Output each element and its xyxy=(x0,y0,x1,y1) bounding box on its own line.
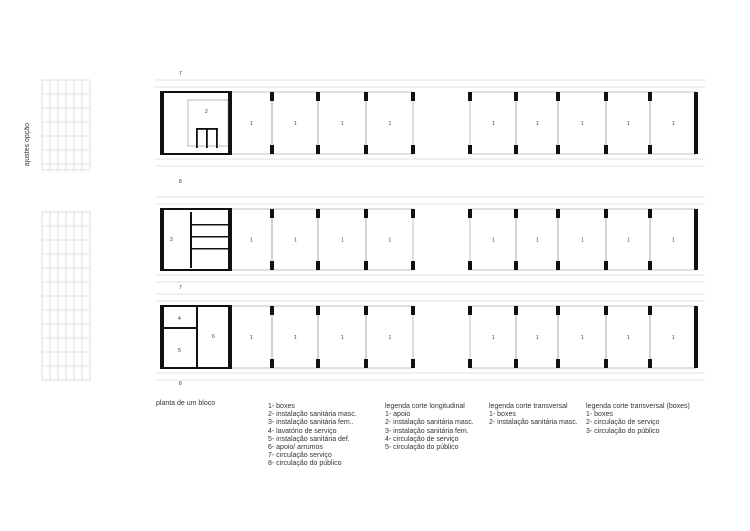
wall-post xyxy=(270,306,274,315)
wall-post xyxy=(468,306,472,315)
partition xyxy=(190,212,192,268)
wall-post xyxy=(468,261,472,270)
box-label: 1 xyxy=(536,237,539,244)
wall-thick xyxy=(694,306,698,368)
partition xyxy=(192,248,228,250)
wall-post xyxy=(468,359,472,368)
legend-item: 5- instalação sanitária def. xyxy=(268,435,350,443)
box-label: 1 xyxy=(388,237,392,244)
plan-row-top xyxy=(155,80,705,166)
legend-item: 1- boxes xyxy=(586,411,613,419)
wall-post xyxy=(316,209,320,218)
wall-post xyxy=(604,359,608,368)
room-label-6: 6 xyxy=(212,334,215,340)
wall-thick xyxy=(160,306,164,368)
box-label: 1 xyxy=(581,121,584,127)
wall-post xyxy=(556,306,560,315)
legend-transverse-section-boxes xyxy=(586,403,690,436)
wall-thick xyxy=(694,92,698,154)
box-label: 1 xyxy=(294,121,297,127)
wall-post xyxy=(556,209,560,218)
box-label: 1 xyxy=(492,121,495,127)
wall-post xyxy=(648,92,652,101)
box-label: 1 xyxy=(627,121,630,127)
box-label: 1 xyxy=(294,237,297,244)
partition xyxy=(206,128,208,148)
wall-post xyxy=(604,261,608,270)
box-label: 1 xyxy=(388,121,392,127)
wall-post xyxy=(648,359,652,368)
wall-post xyxy=(604,306,608,315)
plan-row-bottom xyxy=(155,294,705,380)
partition xyxy=(216,128,218,148)
wall-post xyxy=(316,92,320,101)
box-label: 1 xyxy=(388,335,392,341)
wall-post xyxy=(270,209,274,218)
side-title: ajustes opção xyxy=(24,123,31,167)
wall-post xyxy=(316,261,320,270)
wall-post xyxy=(364,359,368,368)
wall-post xyxy=(556,92,560,101)
wall-post xyxy=(556,145,560,154)
wall-post xyxy=(514,359,518,368)
box-label: 1 xyxy=(492,335,495,341)
wall-post xyxy=(270,359,274,368)
partition xyxy=(196,128,218,130)
box-label: 1 xyxy=(581,237,584,244)
legend-item: 8- circulação do público xyxy=(268,460,342,468)
row-label-top-below: 8 xyxy=(179,179,182,185)
legend-longitudinal-section xyxy=(385,403,474,452)
partition xyxy=(196,306,198,368)
wall-post xyxy=(364,145,368,154)
box-label: 1 xyxy=(492,237,495,244)
wall-post xyxy=(270,92,274,101)
wall-thick xyxy=(160,208,232,210)
wall-post xyxy=(316,306,320,315)
legend-item: 3- circulação do público xyxy=(586,427,660,435)
box-label: 1 xyxy=(627,335,630,341)
wall-thick xyxy=(160,91,232,93)
box-label: 1 xyxy=(536,335,539,341)
wall-post xyxy=(604,92,608,101)
row-label-top-above: 7 xyxy=(179,71,182,77)
wall-post xyxy=(604,145,608,154)
wall-post xyxy=(270,145,274,154)
legend-item: 1- boxes xyxy=(489,411,516,419)
legend-item: 4- lavatório de serviço xyxy=(268,427,337,435)
wall-post xyxy=(514,209,518,218)
wall-post xyxy=(514,92,518,101)
partition xyxy=(192,236,228,238)
wall-thick xyxy=(160,92,164,154)
box-label: 1 xyxy=(581,335,584,341)
wall-post xyxy=(514,306,518,315)
wall-post xyxy=(364,209,368,218)
row-label-middle-below: 7 xyxy=(179,285,182,291)
wall-post xyxy=(316,145,320,154)
legend-plan xyxy=(268,403,357,469)
side-elevations xyxy=(42,80,90,380)
box-label: 1 xyxy=(250,121,253,127)
wall-post xyxy=(468,209,472,218)
wall-post xyxy=(468,92,472,101)
legend-title: legenda corte longitudinal xyxy=(385,403,465,410)
legend-title: legenda corte transversal xyxy=(489,403,568,410)
legend-item: 3- instalação sanitária fem.. xyxy=(268,419,354,427)
legend-item: 2- circulação de serviço xyxy=(586,419,660,427)
wall-post xyxy=(411,92,415,101)
legend-item: 6- apoio/ arrumos xyxy=(268,444,323,452)
box-label: 1 xyxy=(294,335,297,341)
service-block-interiors xyxy=(162,100,228,368)
box-label: 1 xyxy=(672,335,675,341)
box-label: 1 xyxy=(250,335,253,341)
legend-transverse-section xyxy=(489,403,578,428)
room-label-3: 3 xyxy=(170,237,173,243)
row-label-bottom-below: 8 xyxy=(179,381,182,387)
room-label-5: 5 xyxy=(178,348,181,354)
plan-rows xyxy=(155,80,705,380)
wall-post xyxy=(411,145,415,154)
box-label: 1 xyxy=(341,121,344,127)
wall-post xyxy=(556,261,560,270)
legend-title: legenda corte transversal (boxes) xyxy=(586,403,690,410)
wall-thick xyxy=(160,209,164,270)
wall-thick xyxy=(694,209,698,270)
wall-thick xyxy=(228,209,232,270)
legend-item: 4- circulação de serviço xyxy=(385,435,459,443)
box-label: 1 xyxy=(341,335,344,341)
wall-post xyxy=(648,145,652,154)
plan-caption: planta de um bloco xyxy=(156,400,216,407)
wall-post xyxy=(411,359,415,368)
partition xyxy=(162,327,196,329)
wall-post xyxy=(468,145,472,154)
legend-item: 2- instalação sanitária masc. xyxy=(385,419,474,427)
room-label-2: 2 xyxy=(205,109,208,115)
toilet-area xyxy=(188,100,228,146)
wall-thick xyxy=(228,92,232,154)
wall-thick xyxy=(160,153,232,155)
partition xyxy=(196,128,198,148)
box-label: 1 xyxy=(536,121,539,127)
wall-post xyxy=(364,261,368,270)
wall-post xyxy=(411,261,415,270)
legend-item: 2- instalação sanitária masc. xyxy=(489,419,578,427)
wall-thick xyxy=(228,306,232,368)
box-label: 1 xyxy=(672,237,675,244)
box-label: 1 xyxy=(250,237,253,244)
box-label: 1 xyxy=(627,237,630,244)
legend-item: 3- instalação sanitária fem. xyxy=(385,427,469,435)
legend-item: 5- circulação do público xyxy=(385,444,459,452)
legend-item: 1- apoio xyxy=(385,411,411,419)
wall-post xyxy=(364,306,368,315)
legend-item: 1- boxes xyxy=(268,403,295,410)
legend-item: 7- circulação serviço xyxy=(268,452,332,460)
partition xyxy=(192,224,228,226)
wall-post xyxy=(411,306,415,315)
legend-item: 2- instalação sanitária masc. xyxy=(268,411,357,419)
wall-post xyxy=(556,359,560,368)
box-label: 1 xyxy=(672,121,675,127)
room-label-4: 4 xyxy=(178,316,181,322)
wall-post xyxy=(514,145,518,154)
wall-post xyxy=(316,359,320,368)
box-label: 1 xyxy=(341,237,344,244)
wall-post xyxy=(604,209,608,218)
wall-post xyxy=(648,261,652,270)
wall-thick xyxy=(160,269,232,271)
wall-post xyxy=(648,209,652,218)
plan-row-middle xyxy=(155,197,705,282)
wall-post xyxy=(648,306,652,315)
wall-post xyxy=(364,92,368,101)
wall-post xyxy=(411,209,415,218)
wall-post xyxy=(514,261,518,270)
wall-post xyxy=(270,261,274,270)
